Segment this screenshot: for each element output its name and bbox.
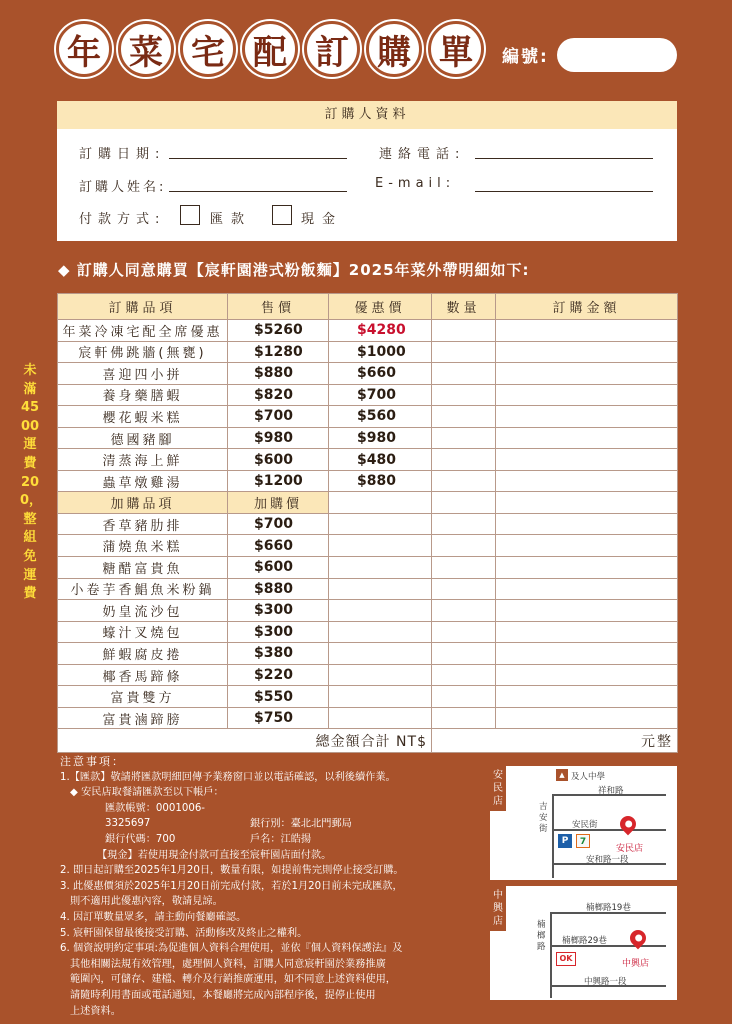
addon-blank <box>329 600 432 622</box>
title-char: 宅 <box>180 21 236 77</box>
page-title <box>56 14 490 84</box>
item-discount-price: $480 <box>329 449 432 471</box>
store-label: 中興店 <box>622 959 650 969</box>
note-item: 2. 即日起訂購至2025年1月20日，數量有限，如提前售完則停止接受訂購。 <box>60 865 404 877</box>
quantity-cell[interactable] <box>432 707 496 729</box>
location-pin-icon <box>617 813 640 836</box>
item-name: 喜迎四小拼 <box>58 363 228 385</box>
road-label: 祥和路 <box>598 786 624 796</box>
shipping-note: 未滿4500運費200，整組免運費 <box>20 363 43 602</box>
serial-label: 編號: <box>502 47 549 67</box>
orderer-info-header: 訂購人資料 <box>57 101 677 129</box>
addon-blank <box>329 643 432 665</box>
quantity-cell[interactable] <box>432 686 496 708</box>
ok-mart-icon: OK <box>556 952 576 966</box>
header-qty: 數量 <box>432 294 496 320</box>
addon-header: 加購品項 <box>58 492 228 514</box>
item-name: 年菜冷凍宅配全席優惠 <box>58 320 228 342</box>
quantity-cell[interactable] <box>432 578 496 600</box>
amount-cell[interactable] <box>496 513 678 535</box>
item-price: $700 <box>228 406 329 428</box>
map-tag: 中興店 <box>490 886 506 931</box>
addon-name: 小卷芋香鯧魚米粉鍋 <box>58 578 228 600</box>
quantity-cell[interactable] <box>432 470 496 492</box>
note-item: 則不適用此優惠內容，敬請見諒。 <box>70 896 223 908</box>
addon-name: 鮮蝦腐皮捲 <box>58 643 228 665</box>
table-row <box>58 427 678 449</box>
bank-name: 銀行別：臺北北門郵局 <box>250 818 352 830</box>
note-item: 上述資料。 <box>70 1005 121 1017</box>
quantity-cell[interactable] <box>432 621 496 643</box>
table-row <box>58 643 678 665</box>
order-table <box>57 293 678 753</box>
item-price: $1280 <box>228 341 329 363</box>
header-item: 訂購品項 <box>58 294 228 320</box>
amount-cell[interactable] <box>496 621 678 643</box>
bank-code: 銀行代碼：700 <box>105 833 176 845</box>
agreement-text: ◆ 訂購人同意購買【宸軒園港式粉飯麵】2025年菜外帶明細如下: <box>58 261 530 279</box>
addon-name: 蠔汁叉燒包 <box>58 621 228 643</box>
serial-number-field[interactable] <box>557 38 677 72</box>
note-item: 6. 個資說明約定事項:為促進個人資料合理使用，並依『個人資料保護法』及 <box>60 943 403 955</box>
map-tag: 安民店 <box>490 766 506 811</box>
quantity-cell[interactable] <box>432 406 496 428</box>
table-row <box>58 341 678 363</box>
quantity-cell[interactable] <box>432 664 496 686</box>
amount-cell[interactable] <box>496 643 678 665</box>
amount-cell[interactable] <box>496 600 678 622</box>
phone-label: 連絡電話: <box>379 147 466 162</box>
addon-price: $550 <box>228 686 329 708</box>
item-discount-price: $660 <box>329 363 432 385</box>
notes-title: 注意事項： <box>60 755 125 768</box>
orderer-info-section <box>57 101 677 241</box>
item-name: 清蒸海上鮮 <box>58 449 228 471</box>
item-discount-price: $980 <box>329 427 432 449</box>
table-row <box>58 406 678 428</box>
road-label: 楠榔路 <box>537 920 546 952</box>
amount-cell[interactable] <box>496 707 678 729</box>
table-row <box>58 513 678 535</box>
note-item: 4. 因訂單數量眾多，請主動向餐廳確認。 <box>60 911 247 923</box>
road-label: 安和路一段 <box>586 855 629 865</box>
table-row <box>58 686 678 708</box>
item-name: 宸軒佛跳牆(無甕) <box>58 341 228 363</box>
cash-label: 現金 <box>301 212 344 227</box>
transfer-checkbox[interactable] <box>180 205 200 225</box>
addon-header-row <box>58 492 678 514</box>
amount-cell[interactable] <box>496 557 678 579</box>
header-amount: 訂購金額 <box>496 294 678 320</box>
table-row <box>58 600 678 622</box>
amount-cell[interactable] <box>496 535 678 557</box>
addon-blank <box>329 664 432 686</box>
amount-cell[interactable] <box>496 363 678 385</box>
addon-price: $300 <box>228 621 329 643</box>
total-row <box>58 729 678 753</box>
item-price: $980 <box>228 427 329 449</box>
account-number: 匯款帳號：0001006-3325697 <box>105 802 205 830</box>
note-item: 5. 宸軒園保留最後接受訂購、活動修改及終止之權利。 <box>60 927 308 939</box>
item-price: $5260 <box>228 320 329 342</box>
note-item: 範圍內，可儲存、建檔、轉介及行銷推廣運用，如不同意上述資料使用， <box>70 974 396 986</box>
order-date-field[interactable] <box>169 158 347 159</box>
amount-cell[interactable] <box>496 406 678 428</box>
addon-name: 香草豬肋排 <box>58 513 228 535</box>
table-row <box>58 535 678 557</box>
seven-eleven-icon: 7 <box>576 834 590 848</box>
addon-blank <box>329 578 432 600</box>
title-char: 年 <box>56 21 112 77</box>
table-row <box>58 578 678 600</box>
note-item: 1.【匯款】敬請將匯款明細回傳予業務窗口並以電話確認，以利後續作業。 <box>60 771 396 783</box>
amount-cell[interactable] <box>496 470 678 492</box>
item-name: 養身藥膳蝦 <box>58 384 228 406</box>
addon-blank <box>329 513 432 535</box>
quantity-cell[interactable] <box>432 600 496 622</box>
amount-cell[interactable] <box>496 384 678 406</box>
table-row <box>58 621 678 643</box>
quantity-cell[interactable] <box>432 320 496 342</box>
item-price: $600 <box>228 449 329 471</box>
item-price: $880 <box>228 363 329 385</box>
amount-cell[interactable] <box>496 320 678 342</box>
amount-cell[interactable] <box>496 449 678 471</box>
addon-blank <box>329 686 432 708</box>
item-name: 蟲草燉雞湯 <box>58 470 228 492</box>
order-date-label: 訂購日期: <box>79 147 166 162</box>
quantity-cell[interactable] <box>432 384 496 406</box>
item-discount-price: $560 <box>329 406 432 428</box>
amount-cell[interactable] <box>496 664 678 686</box>
road-line <box>552 794 554 878</box>
road-label: 楠榔路19巷 <box>586 903 631 913</box>
addon-name: 富貴滷蹄膀 <box>58 707 228 729</box>
addon-price: $700 <box>228 513 329 535</box>
amount-cell[interactable] <box>496 578 678 600</box>
quantity-cell[interactable] <box>432 513 496 535</box>
quantity-cell[interactable] <box>432 449 496 471</box>
quantity-cell[interactable] <box>432 643 496 665</box>
addon-blank <box>496 492 678 514</box>
amount-cell[interactable] <box>496 686 678 708</box>
quantity-cell[interactable] <box>432 557 496 579</box>
item-name: 櫻花蝦米糕 <box>58 406 228 428</box>
table-row <box>58 664 678 686</box>
addon-blank <box>329 707 432 729</box>
title-char: 菜 <box>118 21 174 77</box>
road-label: 吉安街 <box>539 802 548 834</box>
addon-name: 椰香馬蹄條 <box>58 664 228 686</box>
phone-field[interactable] <box>475 158 653 159</box>
addon-name: 富貴雙方 <box>58 686 228 708</box>
addon-name: 奶皇流沙包 <box>58 600 228 622</box>
payment-label: 付款方式: <box>79 212 166 227</box>
item-price: $1200 <box>228 470 329 492</box>
addon-name: 蒲燒魚米糕 <box>58 535 228 557</box>
table-row <box>58 449 678 471</box>
note-account-line <box>60 832 480 848</box>
quantity-cell[interactable] <box>432 427 496 449</box>
note-item: ◆ 安民店取餐請匯款至以下帳戶： <box>70 787 224 799</box>
addon-price: $600 <box>228 557 329 579</box>
title-char: 配 <box>242 21 298 77</box>
map-anmin <box>490 766 677 880</box>
amount-cell[interactable] <box>496 427 678 449</box>
note-item: 請隨時利用書面或電話通知，本餐廳將完成內部程序後，提停止使用 <box>70 989 376 1001</box>
item-discount-price: $4280 <box>329 320 432 342</box>
item-discount-price: $880 <box>329 470 432 492</box>
item-price: $820 <box>228 384 329 406</box>
total-amount-field[interactable]: 元整 <box>432 729 678 753</box>
email-label: E-mail: <box>375 176 456 191</box>
title-char: 單 <box>428 21 484 77</box>
table-row <box>58 470 678 492</box>
account-name: 戶名：江皓揚 <box>250 833 312 845</box>
amount-cell[interactable] <box>496 341 678 363</box>
addon-price: $880 <box>228 578 329 600</box>
addon-price: $380 <box>228 643 329 665</box>
header-discount: 優惠價 <box>329 294 432 320</box>
addon-blank <box>329 492 432 514</box>
item-discount-price: $1000 <box>329 341 432 363</box>
total-label: 總金額合計 NT$ <box>58 729 432 753</box>
addon-blank <box>329 621 432 643</box>
quantity-cell[interactable] <box>432 363 496 385</box>
table-row <box>58 320 678 342</box>
name-field[interactable] <box>169 191 347 192</box>
header-price: 售價 <box>228 294 329 320</box>
addon-blank <box>329 535 432 557</box>
quantity-cell[interactable] <box>432 341 496 363</box>
note-item: 其他相關法規有效管理，處理個人資料，訂購人同意宸軒園於業務推廣 <box>70 958 386 970</box>
quantity-cell[interactable] <box>432 535 496 557</box>
store-label: 安民店 <box>616 844 644 854</box>
road-line <box>554 829 666 831</box>
table-row <box>58 707 678 729</box>
name-label: 訂購人姓名: <box>79 180 167 195</box>
map-zhongxing <box>490 886 677 1000</box>
addon-price: $220 <box>228 664 329 686</box>
item-discount-price: $700 <box>329 384 432 406</box>
addon-price: $660 <box>228 535 329 557</box>
school-label: 及人中學 <box>571 772 606 782</box>
item-name: 德國豬腳 <box>58 427 228 449</box>
addon-price-header: 加購價 <box>228 492 329 514</box>
transfer-label: 匯款 <box>210 212 253 227</box>
title-char: 訂 <box>304 21 360 77</box>
note-item: 【現金】若使用現金付款可直接至宸軒園店面付款。 <box>97 849 332 861</box>
notes-section <box>60 754 480 1019</box>
road-label: 中興路一段 <box>584 977 627 987</box>
addon-name: 糖醋富貴魚 <box>58 557 228 579</box>
addon-price: $300 <box>228 600 329 622</box>
table-row <box>58 557 678 579</box>
title-char: 購 <box>366 21 422 77</box>
note-item: 3. 此優惠價須於2025年1月20日前完成付款，若於1月20日前未完成匯款， <box>60 880 403 892</box>
parking-icon: P <box>558 834 572 848</box>
addon-blank <box>432 492 496 514</box>
road-label: 楠榔路29巷 <box>562 936 607 946</box>
cash-checkbox[interactable] <box>272 205 292 225</box>
road-label: 安民街 <box>572 820 598 830</box>
email-field[interactable] <box>475 191 653 192</box>
table-row <box>58 384 678 406</box>
addon-blank <box>329 557 432 579</box>
note-account-line <box>60 801 480 832</box>
addon-price: $750 <box>228 707 329 729</box>
school-icon: ▲ <box>556 769 568 781</box>
table-row <box>58 363 678 385</box>
